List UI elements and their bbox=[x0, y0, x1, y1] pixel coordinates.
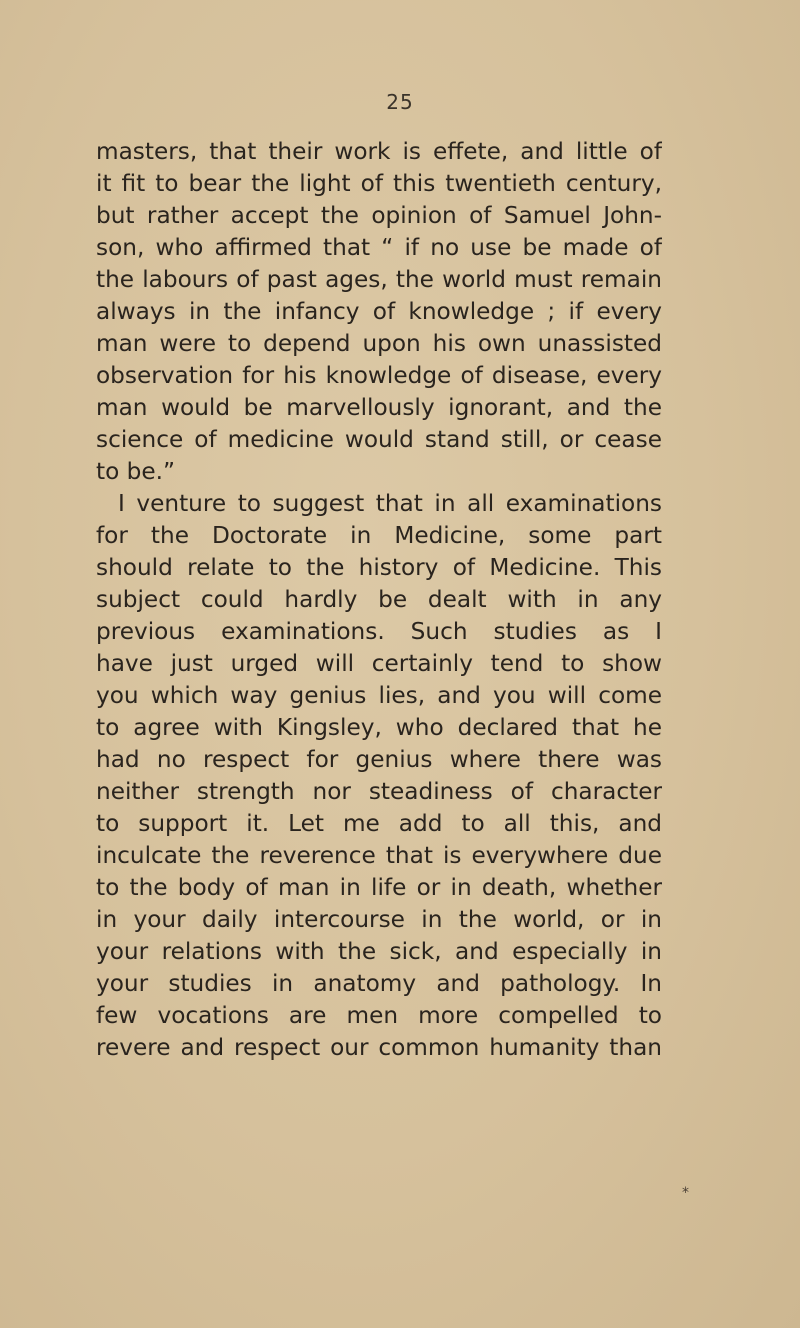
text-line: in your daily intercourse in the world, or in bbox=[96, 906, 662, 933]
text-line: your studies in anatomy and pathology. In bbox=[96, 970, 662, 997]
signature-mark: * bbox=[682, 1185, 689, 1201]
text-line: always in the infancy of knowledge ; if every bbox=[96, 298, 662, 325]
text-line: subject could hardly be dealt with in any bbox=[96, 586, 662, 613]
body-text bbox=[96, 136, 662, 1064]
text-line: son, who affirmed that “ if no use be made of bbox=[96, 234, 662, 261]
text-line: you which way genius lies, and you will come bbox=[96, 682, 662, 709]
text-line: it fit to bear the light of this twentieth century, bbox=[96, 170, 662, 197]
text-line: man were to depend upon his own unassisted bbox=[96, 330, 662, 357]
text-line: man would be marvellously ignorant, and the bbox=[96, 394, 662, 421]
text-line: to be.” bbox=[96, 458, 176, 485]
text-line: to support it. Let me add to all this, and bbox=[96, 810, 662, 837]
text-line: had no respect for genius where there was bbox=[96, 746, 662, 773]
text-line: revere and respect our common humanity than bbox=[96, 1034, 662, 1061]
text-line: masters, that their work is effete, and little of bbox=[96, 138, 662, 165]
text-line: inculcate the reverence that is everywhere due bbox=[96, 842, 662, 869]
text-line: observation for his knowledge of disease, every bbox=[96, 362, 662, 389]
text-line: few vocations are men more compelled to bbox=[96, 1002, 662, 1029]
text-line: to the body of man in life or in death, whether bbox=[96, 874, 662, 901]
text-line: your relations with the sick, and especially in bbox=[96, 938, 662, 965]
text-line: to agree with Kingsley, who declared that he bbox=[96, 714, 662, 741]
paragraph-start-line: I venture to suggest that in all examinations bbox=[118, 490, 662, 517]
text-line: for the Doctorate in Medicine, some part bbox=[96, 522, 662, 549]
text-line: the labours of past ages, the world must remain bbox=[96, 266, 662, 293]
text-line: neither strength nor steadiness of character bbox=[96, 778, 662, 805]
text-line: but rather accept the opinion of Samuel John- bbox=[96, 202, 662, 229]
page-number: 25 bbox=[386, 90, 414, 114]
text-line: science of medicine would stand still, or cease bbox=[96, 426, 662, 453]
text-line: previous examinations. Such studies as I bbox=[96, 618, 662, 645]
text-line: have just urged will certainly tend to show bbox=[96, 650, 662, 677]
text-line: should relate to the history of Medicine. This bbox=[96, 554, 662, 581]
